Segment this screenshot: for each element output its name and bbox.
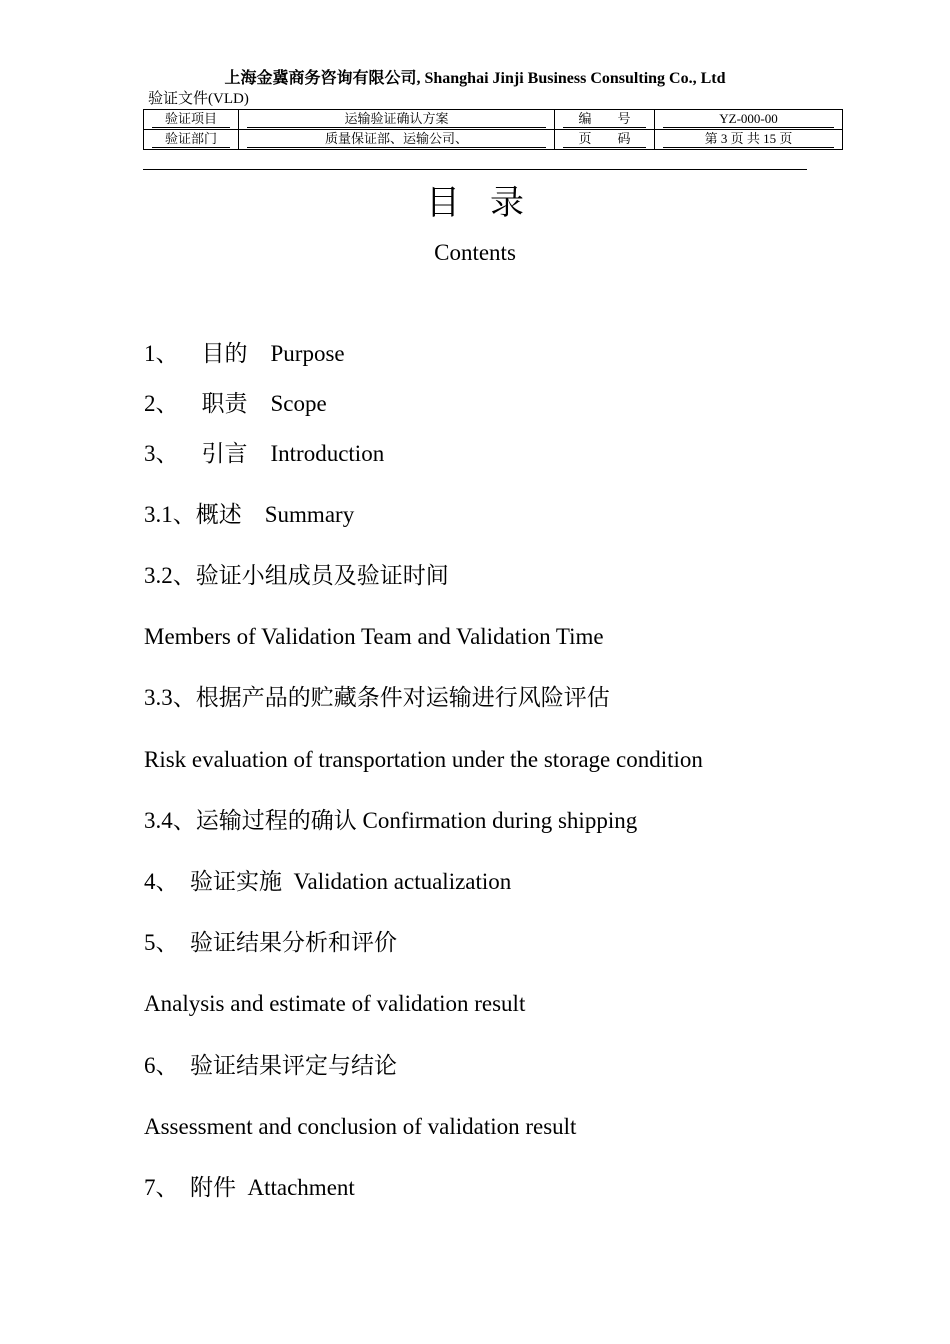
number-label-cell: [555, 110, 655, 130]
toc-entry: 3.1、概述 Summary: [144, 502, 355, 527]
toc-entry: 3.2、验证小组成员及验证时间: [144, 563, 449, 588]
header-divider: [143, 169, 807, 170]
page-value-cell: [655, 130, 843, 150]
toc-entry: Risk evaluation of transportation under the storage condition: [144, 747, 703, 772]
project-value-cell: [239, 110, 555, 130]
toc-entry: 3、 引言 Introduction: [144, 441, 385, 466]
dept-value: 质量保证部、运输公司、: [247, 132, 546, 148]
toc-entry: 2、 职责 Scope: [144, 391, 327, 416]
toc-subtitle: Contents: [434, 240, 516, 265]
dept-label-cell: [144, 130, 239, 150]
dept-label: 验证部门: [152, 132, 230, 148]
toc-entry: 4、 验证实施 Validation actualization: [144, 869, 512, 894]
project-value: 运输验证确认方案: [247, 112, 546, 128]
toc-entry: 5、 验证结果分析和评价: [144, 930, 397, 955]
number-value: YZ-000-00: [663, 112, 834, 128]
page-label-cell: [555, 130, 655, 150]
dept-value-cell: [239, 130, 555, 150]
company-title: 上海金冀商务咨询有限公司, Shanghai Jinji Business Consulting Co., Ltd: [224, 70, 726, 87]
page-value: 第 3 页 共 15 页: [663, 132, 834, 148]
header-row-department: [144, 130, 843, 150]
toc-entry: 1、 目的 Purpose: [144, 341, 345, 366]
page-label: 页 码: [563, 132, 646, 148]
toc-entry: Members of Validation Team and Validation Time: [144, 624, 604, 649]
toc-entry: 7、 附件 Attachment: [144, 1175, 355, 1200]
number-label: 编 号: [563, 112, 646, 128]
toc-entry: 3.4、运输过程的确认 Confirmation during shipping: [144, 808, 638, 833]
toc-entry: Assessment and conclusion of validation result: [144, 1114, 577, 1139]
project-label-cell: [144, 110, 239, 130]
project-label: 验证项目: [152, 112, 230, 128]
toc-title: 目录: [426, 185, 554, 222]
toc-entry: Analysis and estimate of validation result: [144, 991, 526, 1016]
toc-entry: 3.3、根据产品的贮藏条件对运输进行风险评估: [144, 685, 610, 710]
number-value-cell: [655, 110, 843, 130]
toc-entry: 6、 验证结果评定与结论: [144, 1053, 397, 1078]
document-header-table: [143, 109, 843, 150]
document-type: 验证文件(VLD): [148, 91, 249, 107]
header-row-project: [144, 110, 843, 130]
